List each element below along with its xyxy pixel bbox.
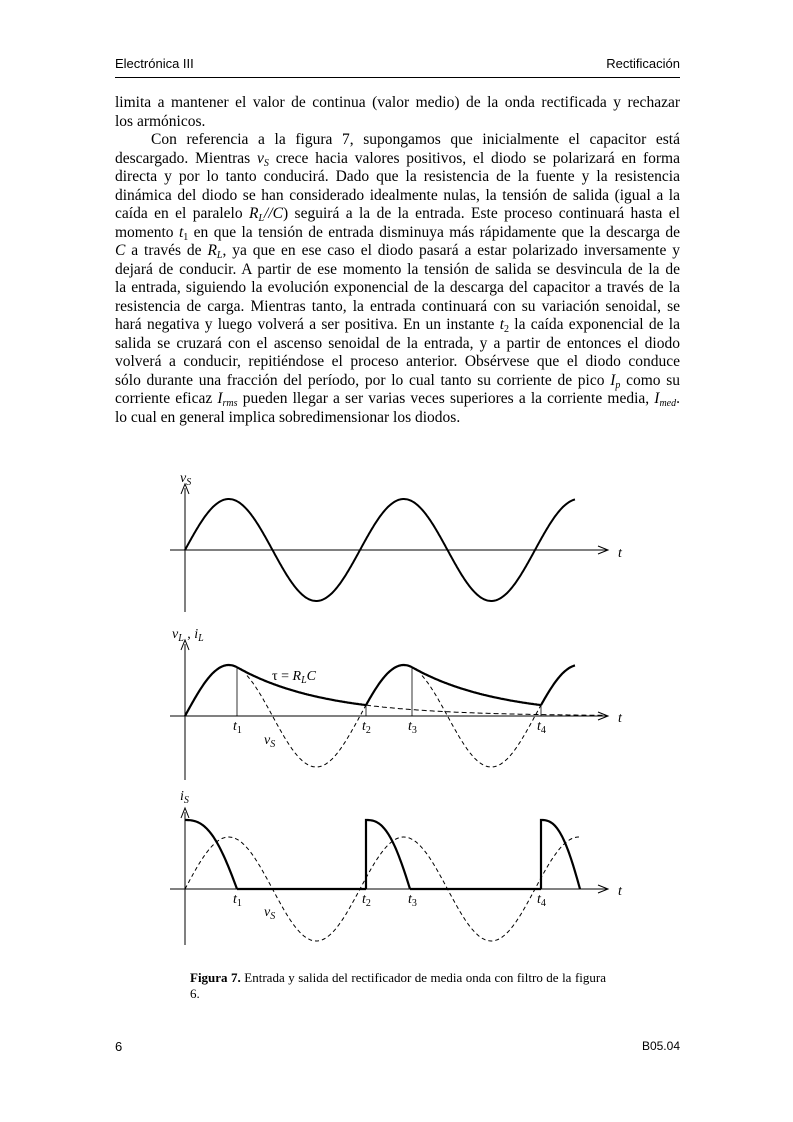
plot1-x-label: t: [618, 546, 622, 561]
page-number: 6: [115, 1039, 123, 1054]
text-line: resistencia de carga. Mientras tanto, la entrada continuará con su variación senoidal, se: [115, 297, 680, 315]
math-symbol: t: [499, 316, 505, 333]
plot3-y-label: $i_S$: [180, 789, 189, 806]
math-symbol: t: [178, 223, 184, 241]
plot3-tick-t4: $t_4$: [537, 892, 546, 909]
figure-caption: [190, 970, 606, 1002]
header-chapter-title: Rectificación: [606, 56, 680, 71]
text-line: dejará de conducir. A partir de ese momento la tensión de salida se desvincula de la de: [115, 260, 680, 278]
math-subscript: rms: [222, 398, 238, 409]
discharge-continuation-dashed: [366, 705, 605, 715]
diode-current-pulse-3: [541, 820, 580, 889]
output-voltage-charge-3: [541, 666, 575, 706]
diode-current-pulse-2: [366, 820, 410, 889]
plot2-tick-t2: $t_2$: [362, 719, 371, 736]
plot3-tick-t2: $t_2$: [362, 892, 371, 909]
text-line: dinámica del diodo se han considerado idealmente nulas, la tensión de salida (igual a la: [115, 186, 680, 204]
plot3-x-label: t: [618, 884, 622, 899]
text-line: limita a mantener el valor de continua (valor medio) de la onda rectificada y rechazar: [115, 94, 680, 111]
math-subscript: 1: [183, 231, 189, 243]
text-line: C a través de $R_L$, ya que en ese caso el diodo pasará a estar polarizado inversamente y: [115, 242, 680, 261]
text-line: caída en el paralelo $R_L//C$) seguirá a la de la entrada. Este proceso continuará hasta el: [115, 205, 680, 224]
plot2-x-label: t: [618, 711, 622, 726]
plot2-vs-label: $v_S$: [264, 733, 276, 750]
plot3-tick-t1: $t_1$: [233, 892, 242, 909]
text-line: la entrada, siguiendo la evolución exponencial de la descarga del capacitor a través de la: [115, 279, 680, 296]
plot2-tick-t3: $t_3$: [408, 719, 417, 736]
plot3-tick-t3: $t_3$: [408, 892, 417, 909]
caption-label: Figura 7.: [190, 970, 241, 985]
text-line: directa y por lo tanto conducirá. Dado que la resistencia de la fuente y la resistencia: [115, 168, 680, 185]
input-voltage-dashed-2: [422, 676, 541, 767]
math-symbol: R: [249, 205, 259, 222]
math-subscript: L: [216, 250, 223, 261]
math-symbol: I: [217, 390, 223, 407]
math-symbol: I: [654, 390, 660, 407]
plot1-y-label: $v_S$: [180, 471, 192, 488]
plot2-y-label: $v_L$ , $i_L$: [172, 627, 204, 644]
plot2-tick-t4: $t_4$: [537, 719, 546, 736]
math-subscript: med: [659, 398, 677, 409]
text-line: momento $t_1$ en que la tensión de entrada disminuya más rápidamente que la descarga de: [115, 223, 680, 243]
text-line: lo cual en general implica sobredimensionar los diodos.: [115, 408, 461, 426]
input-voltage-dashed-1: [247, 676, 366, 767]
math-subscript: 2: [504, 324, 510, 335]
math-symbol: C: [115, 242, 126, 259]
caption-text: Entrada y salida del rectificador de media onda con filtro de la figura 6.: [190, 970, 606, 1001]
document-code: B05.04: [641, 1039, 680, 1053]
text-line: sólo durante una fracción del período, por lo cual tanto su corriente de pico $I_p$ como su: [115, 371, 681, 391]
math-symbol: v: [257, 149, 264, 167]
output-voltage-discharge-1: [237, 667, 366, 705]
output-voltage-charge-2: [366, 665, 412, 705]
math-symbol: R: [207, 242, 217, 259]
text-line: Con referencia a la figura 7, supongamos que inicialmente el capacitor está: [151, 131, 680, 148]
text-line: salida se cruzará con el ascenso senoidal de la entrada, y a partir de entonces el diodo: [115, 334, 680, 352]
plot2-tick-t1: $t_1$: [233, 719, 242, 736]
text-line: hará negativa y luego volverá a ser positiva. En un instante $t_2$ la caída exponencial de la: [115, 316, 680, 335]
plot3-vs-label: $v_S$: [264, 905, 276, 922]
math-symbol: I: [610, 371, 616, 389]
output-voltage-discharge-2: [412, 667, 541, 705]
tau-label: $\tau = R_LC$: [272, 669, 316, 686]
math-subscript: L: [258, 213, 265, 224]
text-line: los armónicos.: [115, 112, 206, 130]
text-line: volverá a conducir, repitiéndose el proceso anterior. Obsérvese que el diodo conduce: [115, 353, 680, 370]
math-symbol: //C: [264, 205, 283, 222]
math-subscript: p: [615, 379, 621, 391]
output-voltage-charge-1: [185, 665, 237, 716]
header-course-title: Electrónica III: [115, 56, 194, 71]
math-subscript: S: [263, 157, 269, 169]
text-line: corriente eficaz $I_{rms}$ pueden llegar a ser varias veces superiores a la corriente media, $I_{med}$.: [115, 390, 680, 409]
text-line: descargado. Mientras $v_S$ crece hacia valores positivos, el diodo se polarizará en forma: [115, 149, 680, 169]
diode-current-pulse-1: [185, 820, 237, 889]
